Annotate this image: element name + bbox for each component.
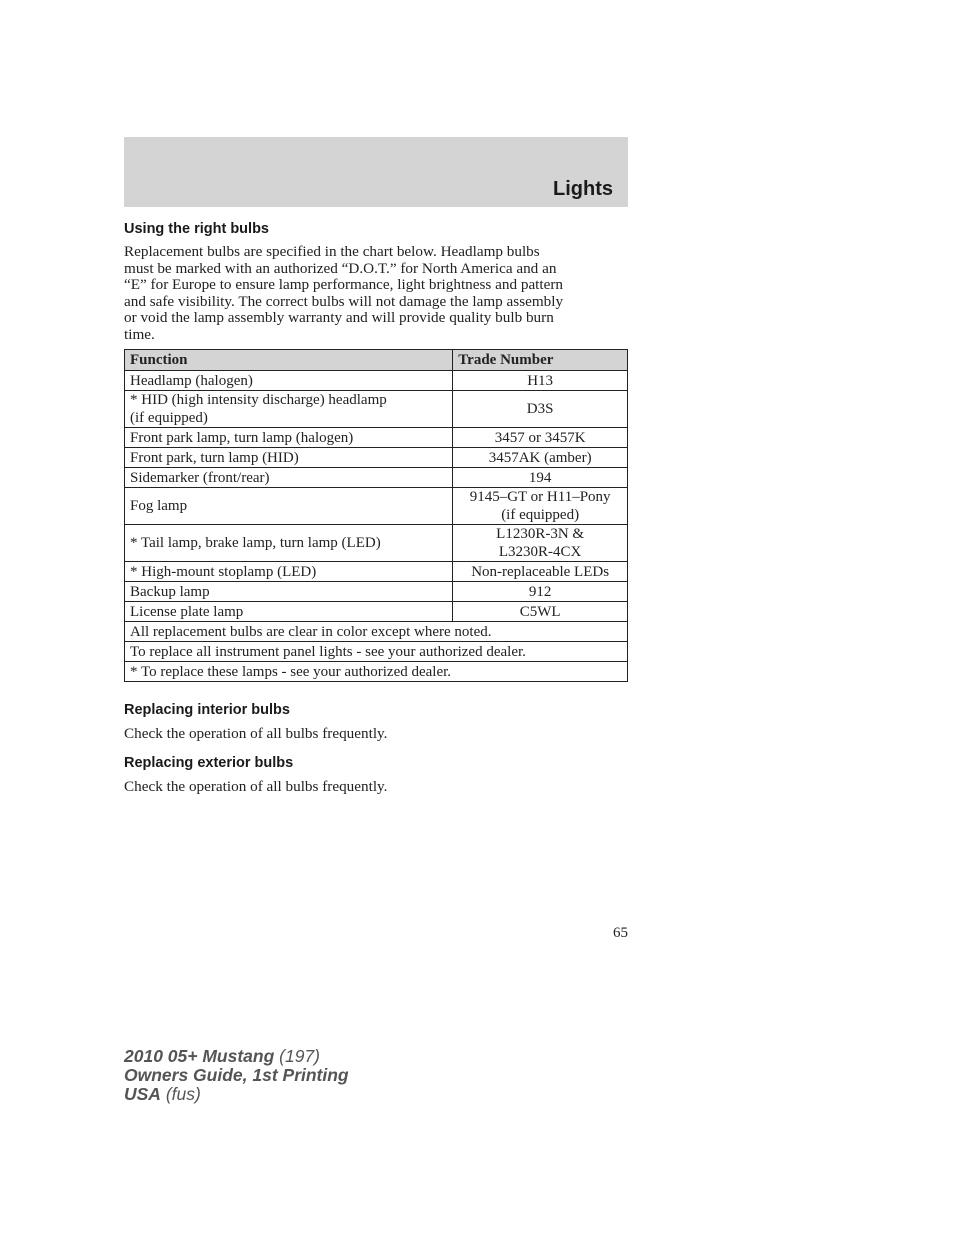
heading-replacing-exterior-bulbs: Replacing exterior bulbs xyxy=(124,755,294,771)
footer-printing: Owners Guide, 1st Printing xyxy=(124,1065,349,1085)
intro-line: time. xyxy=(124,325,155,343)
table-header-row xyxy=(125,350,628,371)
table-note-row xyxy=(125,662,628,682)
table-row xyxy=(125,525,628,562)
trade-number-text: 912 xyxy=(528,583,552,600)
column-header-function: Function xyxy=(125,350,453,371)
table-note: * To replace these lamps - see your authorized dealer. xyxy=(125,662,628,682)
function-cell xyxy=(125,602,453,622)
intro-line: must be marked with an authorized “D.O.T.” for North America and an xyxy=(124,259,557,277)
function-cell xyxy=(125,488,453,525)
function-text: * HID (high intensity discharge) headlamp xyxy=(130,392,387,408)
trade-number-cell xyxy=(453,391,628,428)
trade-number-cell xyxy=(453,602,628,622)
intro-line: “E” for Europe to ensure lamp performance, light brightness and pattern xyxy=(124,276,564,293)
trade-number-text: (if equipped) xyxy=(501,507,580,523)
function-text: * Tail lamp, brake lamp, turn lamp (LED) xyxy=(130,535,381,551)
function-cell xyxy=(125,448,453,468)
table-row xyxy=(125,562,628,582)
heading-replacing-interior-bulbs: Replacing interior bulbs xyxy=(124,702,290,718)
trade-number-cell xyxy=(453,562,628,582)
function-cell xyxy=(125,582,453,602)
trade-number-cell xyxy=(453,525,628,562)
footer-model: 2010 05+ Mustang xyxy=(124,1046,275,1066)
footer-market-code: (fus) xyxy=(165,1084,201,1104)
trade-number-text: H13 xyxy=(527,372,554,389)
trade-number-cell xyxy=(453,428,628,448)
function-cell xyxy=(125,525,453,562)
trade-number-text: Non-replaceable LEDs xyxy=(471,563,610,580)
function-text: (if equipped) xyxy=(130,410,208,426)
table-row xyxy=(125,448,628,468)
trade-number-cell xyxy=(453,448,628,468)
trade-number-cell xyxy=(453,488,628,525)
table-row xyxy=(125,488,628,525)
intro-line: and safe visibility. The correct bulbs will not damage the lamp assembly xyxy=(124,292,564,310)
footer-line xyxy=(124,1047,349,1066)
function-text: Front park, turn lamp (HID) xyxy=(130,449,299,466)
trade-number-text: C5WL xyxy=(519,603,561,620)
footer-market: USA xyxy=(124,1084,161,1104)
bulb-table xyxy=(124,349,628,682)
trade-number-text: 194 xyxy=(528,469,552,486)
footer-edition-info xyxy=(124,1047,349,1104)
trade-number-text: L3230R-4CX xyxy=(498,544,582,560)
function-cell xyxy=(125,391,453,428)
trade-number-text: L1230R-3N & xyxy=(496,526,585,542)
trade-number-text: 3457 or 3457K xyxy=(494,429,586,446)
footer-model-code: (197) xyxy=(279,1046,321,1066)
table-row xyxy=(125,371,628,391)
table-row xyxy=(125,602,628,622)
intro-line: Replacement bulbs are specified in the chart below. Headlamp bulbs xyxy=(124,243,540,260)
function-text: Fog lamp xyxy=(130,498,188,514)
trade-number-text: 9145–GT or H11–Pony xyxy=(469,489,611,505)
trade-number-text: 3457AK (amber) xyxy=(488,449,592,466)
function-cell xyxy=(125,468,453,488)
table-note-row xyxy=(125,622,628,642)
function-text: Sidemarker (front/rear) xyxy=(130,469,270,486)
function-cell xyxy=(125,562,453,582)
trade-number-cell xyxy=(453,468,628,488)
trade-number-cell xyxy=(453,371,628,391)
intro-line: or void the lamp assembly warranty and will provide quality bulb burn xyxy=(124,309,554,326)
function-text: License plate lamp xyxy=(130,603,244,620)
page-number: 65 xyxy=(613,925,628,941)
section-title: Lights xyxy=(553,178,613,200)
footer-line xyxy=(124,1066,349,1085)
table-row xyxy=(125,391,628,428)
footer-line xyxy=(124,1085,349,1104)
trade-number-cell xyxy=(453,582,628,602)
table-note-row xyxy=(125,642,628,662)
function-text: Backup lamp xyxy=(130,583,210,600)
exterior-text: Check the operation of all bulbs frequently. xyxy=(124,778,388,795)
table-note: All replacement bulbs are clear in color except where noted. xyxy=(125,622,628,642)
table-row xyxy=(125,468,628,488)
function-cell xyxy=(125,428,453,448)
function-text: Front park lamp, turn lamp (halogen) xyxy=(130,429,354,446)
table-row xyxy=(125,428,628,448)
function-text: * High-mount stoplamp (LED) xyxy=(130,563,317,580)
table-row xyxy=(125,582,628,602)
intro-paragraph xyxy=(124,244,628,343)
table-note: To replace all instrument panel lights - see your authorized dealer. xyxy=(125,642,628,662)
trade-number-text: D3S xyxy=(526,401,554,417)
column-header-trade-number: Trade Number xyxy=(453,350,628,371)
function-text: Headlamp (halogen) xyxy=(130,372,253,389)
interior-text: Check the operation of all bulbs frequently. xyxy=(124,725,388,742)
function-cell xyxy=(125,371,453,391)
section-header-band xyxy=(124,137,628,207)
heading-using-right-bulbs: Using the right bulbs xyxy=(124,221,269,237)
